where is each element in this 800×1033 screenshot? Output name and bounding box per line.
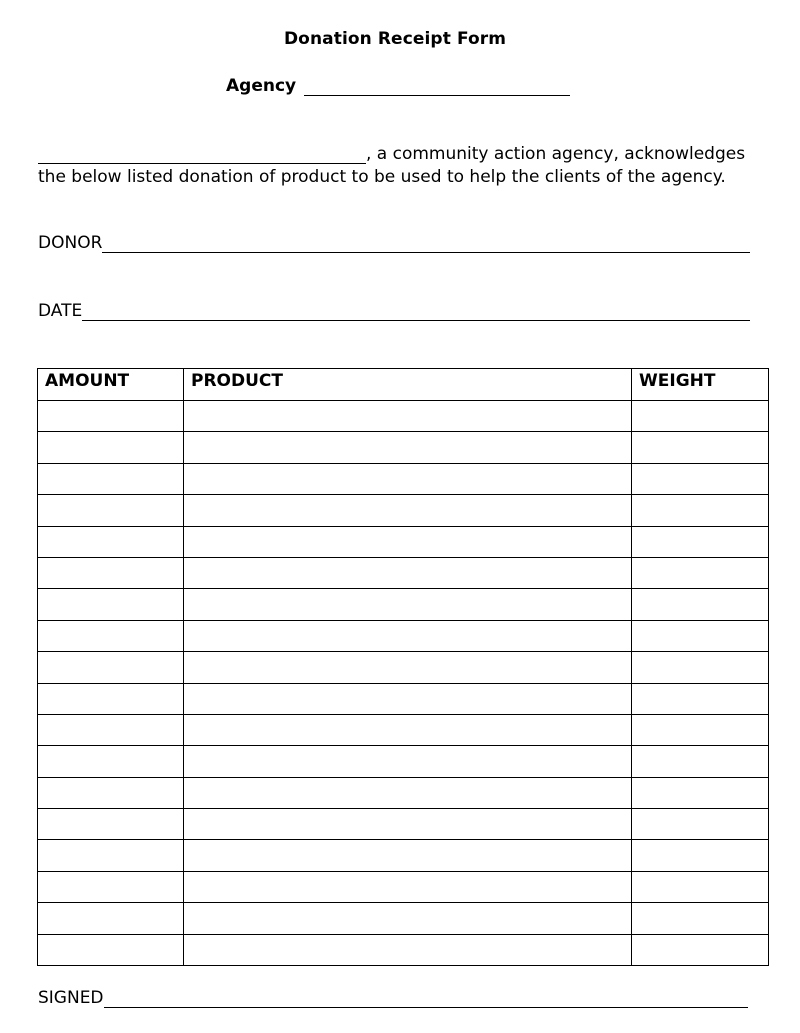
weight-cell[interactable] <box>632 777 769 808</box>
product-cell[interactable] <box>184 903 632 934</box>
amount-cell[interactable] <box>38 809 184 840</box>
table-row <box>38 620 769 651</box>
table-row <box>38 652 769 683</box>
product-cell[interactable] <box>184 432 632 463</box>
product-cell[interactable] <box>184 589 632 620</box>
amount-cell[interactable] <box>38 557 184 588</box>
amount-cell[interactable] <box>38 840 184 871</box>
weight-cell[interactable] <box>632 903 769 934</box>
weight-cell[interactable] <box>632 463 769 494</box>
donation-items-table <box>37 368 769 966</box>
table-row <box>38 495 769 526</box>
weight-cell[interactable] <box>632 714 769 745</box>
table-row <box>38 463 769 494</box>
product-cell[interactable] <box>184 463 632 494</box>
donor-blank-line[interactable] <box>102 234 750 253</box>
weight-cell[interactable] <box>632 401 769 432</box>
product-cell[interactable] <box>184 777 632 808</box>
agency-name-blank-line[interactable] <box>38 145 366 164</box>
product-cell[interactable] <box>184 526 632 557</box>
table-row <box>38 432 769 463</box>
date-label: DATE <box>38 301 83 321</box>
agency-field <box>226 76 570 96</box>
amount-cell[interactable] <box>38 714 184 745</box>
amount-cell[interactable] <box>38 589 184 620</box>
donor-field <box>38 233 750 253</box>
donor-label: DONOR <box>38 233 103 253</box>
table-row <box>38 526 769 557</box>
table-header-row <box>38 369 769 401</box>
product-cell[interactable] <box>184 495 632 526</box>
amount-cell[interactable] <box>38 746 184 777</box>
amount-cell[interactable] <box>38 652 184 683</box>
table-row <box>38 589 769 620</box>
table-row <box>38 934 769 965</box>
acknowledgement-text-1: , a community action agency, acknowledges <box>366 144 746 164</box>
product-cell[interactable] <box>184 652 632 683</box>
product-cell[interactable] <box>184 557 632 588</box>
signed-label: SIGNED <box>38 988 104 1008</box>
product-cell[interactable] <box>184 620 632 651</box>
amount-cell[interactable] <box>38 495 184 526</box>
amount-cell[interactable] <box>38 432 184 463</box>
weight-cell[interactable] <box>632 934 769 965</box>
product-cell[interactable] <box>184 714 632 745</box>
amount-cell[interactable] <box>38 903 184 934</box>
amount-cell[interactable] <box>38 401 184 432</box>
weight-cell[interactable] <box>632 589 769 620</box>
table-row <box>38 714 769 745</box>
date-field <box>38 301 750 321</box>
weight-cell[interactable] <box>632 809 769 840</box>
weight-cell[interactable] <box>632 495 769 526</box>
weight-cell[interactable] <box>632 746 769 777</box>
table-row <box>38 683 769 714</box>
product-cell[interactable] <box>184 401 632 432</box>
weight-cell[interactable] <box>632 620 769 651</box>
amount-cell[interactable] <box>38 777 184 808</box>
amount-cell[interactable] <box>38 526 184 557</box>
acknowledgement-text-2: the below listed donation of product to be used to help the clients of the agency. <box>38 167 726 187</box>
amount-cell[interactable] <box>38 463 184 494</box>
weight-cell[interactable] <box>632 840 769 871</box>
amount-cell[interactable] <box>38 871 184 902</box>
signature-blank-line[interactable] <box>104 989 748 1008</box>
table-row <box>38 871 769 902</box>
weight-cell[interactable] <box>632 432 769 463</box>
table-row <box>38 809 769 840</box>
column-header-product: PRODUCT <box>184 369 632 401</box>
product-cell[interactable] <box>184 840 632 871</box>
amount-cell[interactable] <box>38 683 184 714</box>
date-blank-line[interactable] <box>82 302 750 321</box>
weight-cell[interactable] <box>632 557 769 588</box>
agency-label: Agency <box>226 76 297 96</box>
agency-blank-line[interactable] <box>304 77 570 96</box>
amount-cell[interactable] <box>38 620 184 651</box>
acknowledgement-line-1 <box>38 144 745 164</box>
column-header-weight: WEIGHT <box>632 369 769 401</box>
amount-cell[interactable] <box>38 934 184 965</box>
weight-cell[interactable] <box>632 871 769 902</box>
table-row <box>38 557 769 588</box>
form-title: Donation Receipt Form <box>283 29 507 49</box>
table-row <box>38 777 769 808</box>
product-cell[interactable] <box>184 871 632 902</box>
weight-cell[interactable] <box>632 683 769 714</box>
table-row <box>38 840 769 871</box>
weight-cell[interactable] <box>632 652 769 683</box>
product-cell[interactable] <box>184 934 632 965</box>
product-cell[interactable] <box>184 683 632 714</box>
signed-field <box>38 988 748 1008</box>
weight-cell[interactable] <box>632 526 769 557</box>
table-row <box>38 746 769 777</box>
product-cell[interactable] <box>184 746 632 777</box>
table-row <box>38 401 769 432</box>
product-cell[interactable] <box>184 809 632 840</box>
column-header-amount: AMOUNT <box>38 369 184 401</box>
table-row <box>38 903 769 934</box>
